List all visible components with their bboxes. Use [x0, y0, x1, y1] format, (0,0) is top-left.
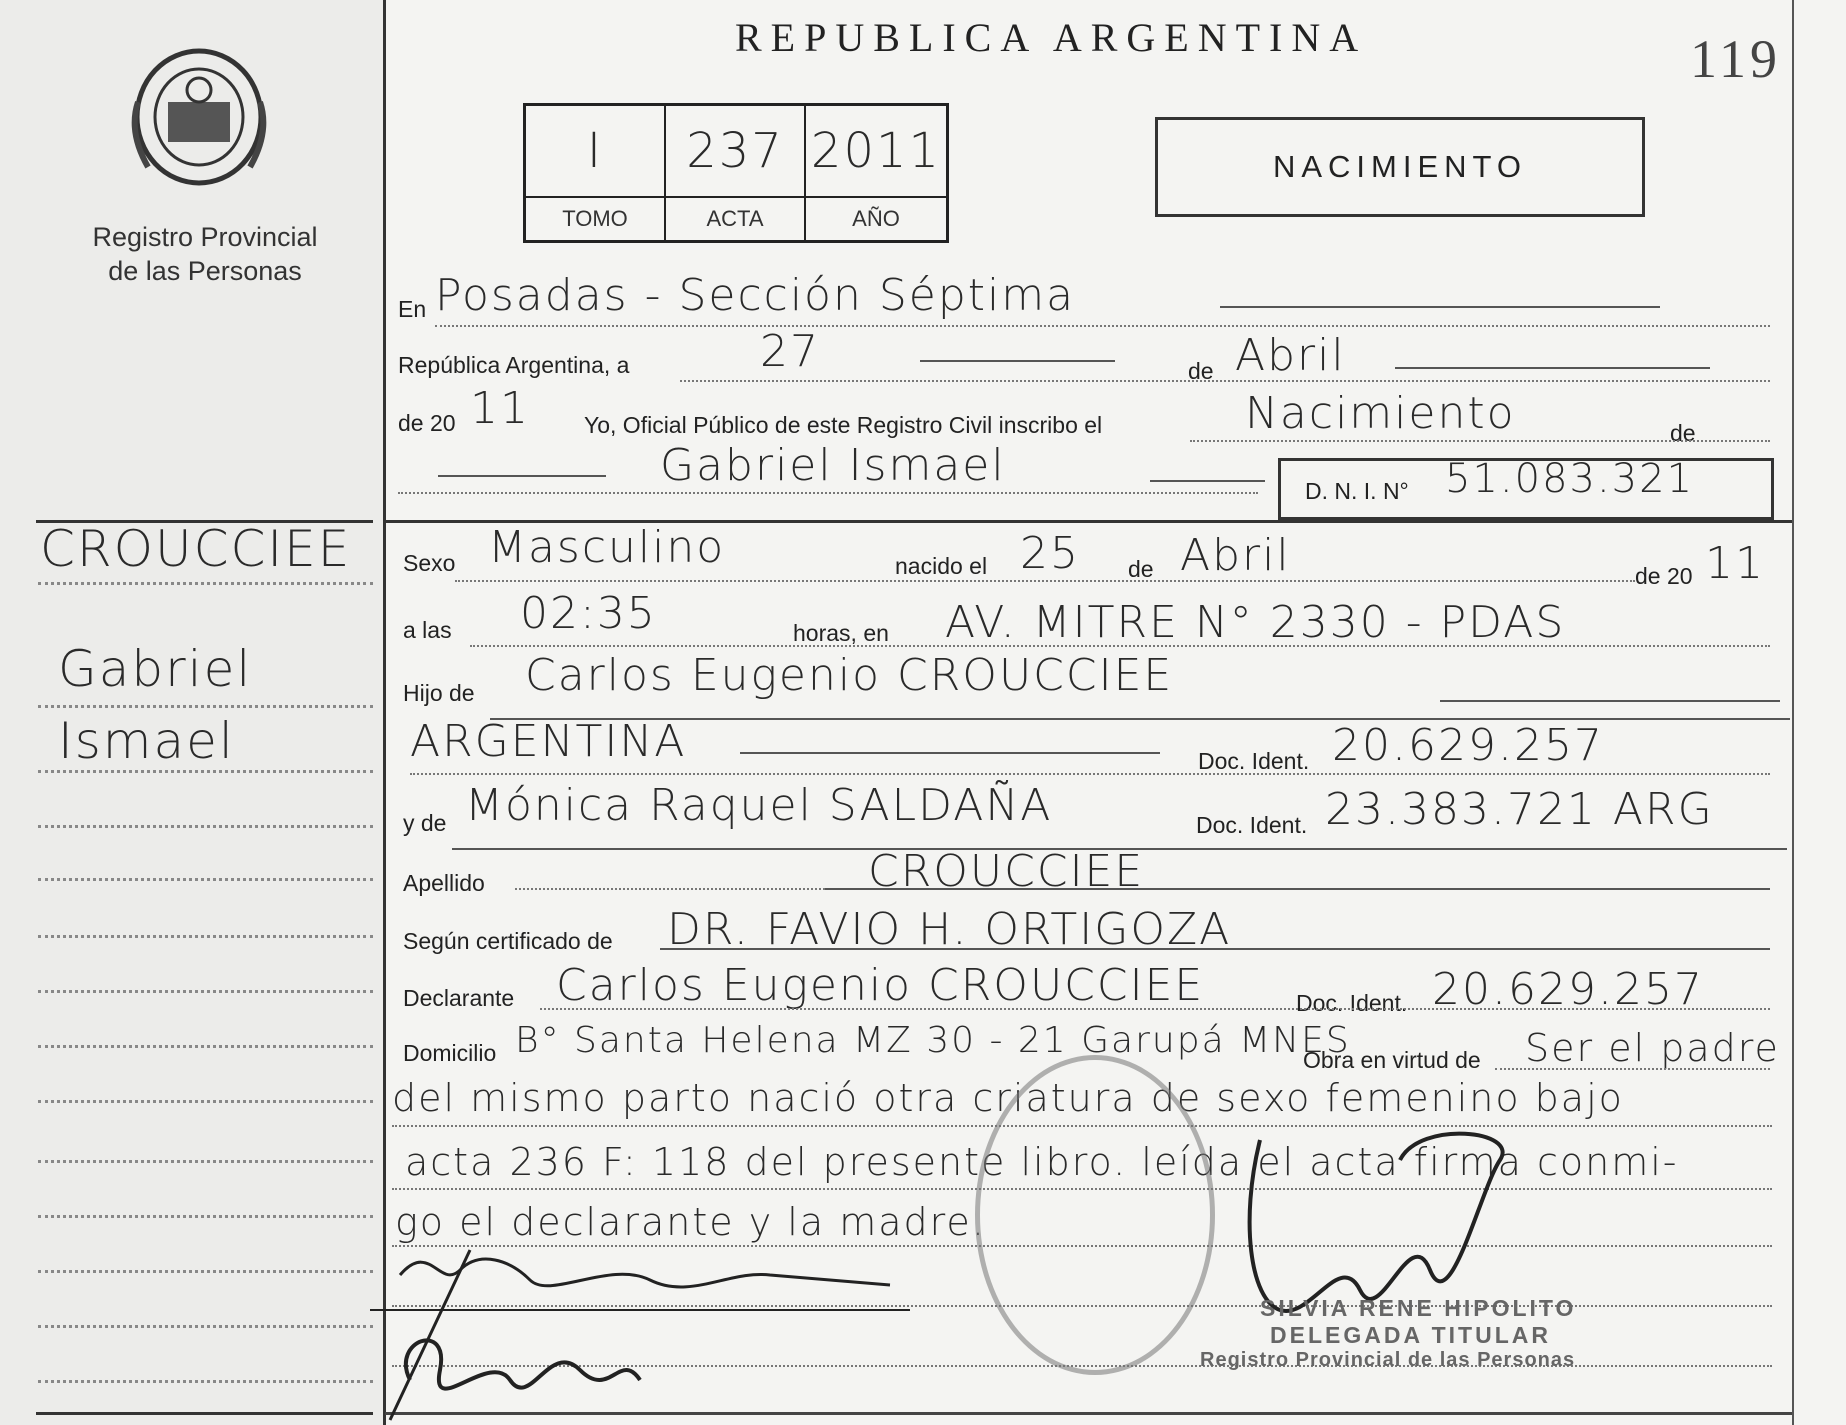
- label-obra-virtud: Obra en virtud de: [1303, 1047, 1481, 1073]
- record-type-box: NACIMIENTO: [1155, 117, 1645, 217]
- address-value: B° Santa Helena MZ 30 - 21 Garupá MNES: [515, 1020, 1351, 1061]
- margin-rule: [38, 770, 373, 773]
- label-yo-oficial: Yo, Oficial Público de este Registro Civil inscribo el: [584, 412, 1103, 438]
- registry-name: [40, 220, 370, 288]
- dotted-line: [515, 888, 825, 890]
- dotted-line: [435, 325, 1770, 327]
- time-value: 02:35: [520, 588, 657, 639]
- dotted-line: [470, 645, 1770, 647]
- margin-rule: [38, 935, 373, 938]
- sex-value: Masculino: [488, 522, 726, 573]
- official-signature-block: [1200, 1295, 1600, 1372]
- label-dni: D. N. I. N°: [1305, 478, 1409, 504]
- official-seal-stamp: [975, 1055, 1215, 1375]
- record-id-table: [523, 103, 949, 243]
- margin-rule: [38, 1160, 373, 1163]
- dotted-line: [455, 580, 1635, 582]
- month-value: Abril: [1235, 330, 1346, 381]
- dotted-line: [680, 380, 1770, 382]
- official-name: SILVIA RENE HIPOLITO: [1260, 1295, 1577, 1321]
- dotted-line: [410, 773, 1770, 775]
- fill-line: [660, 948, 1770, 950]
- label-de: de: [1188, 358, 1214, 384]
- tomo-label: TOMO: [526, 198, 666, 240]
- dotted-line: [398, 492, 1258, 494]
- note-line-2: acta 236 F: 118 del presente libro. leída el acta firma conmi-: [405, 1140, 1679, 1184]
- margin-surname: CROUCCIEE: [40, 520, 352, 578]
- fill-line: [1220, 306, 1660, 308]
- right-border: [1792, 0, 1794, 1425]
- margin-rule: [38, 1380, 373, 1383]
- anio-value: 2011: [806, 106, 946, 198]
- dotted-line: [1495, 1068, 1770, 1070]
- margin-rule: [38, 1270, 373, 1273]
- basis-value: Ser el padre: [1525, 1026, 1780, 1070]
- registry-name-line1: Registro Provincial: [92, 222, 318, 252]
- dni-value: 51.083.321: [1445, 456, 1695, 502]
- official-office: Registro Provincial de las Personas: [1200, 1349, 1576, 1371]
- birth-month-value: Abril: [1180, 530, 1291, 581]
- margin-given-name-2: Ismael: [58, 712, 235, 770]
- label-segun-certificado: Según certificado de: [403, 928, 613, 954]
- birth-day-value: 25: [1020, 528, 1080, 579]
- label-de-20: de 20: [398, 410, 456, 436]
- day-value: 27: [760, 326, 820, 377]
- mother-value: Mónica Raquel SALDAÑA: [465, 780, 1053, 831]
- declarant-doc-value: 20.629.257: [1432, 964, 1704, 1015]
- official-title: DELEGADA TITULAR: [1270, 1322, 1551, 1348]
- label-republica-a: República Argentina, a: [398, 352, 630, 378]
- dotted-line: [1190, 440, 1770, 442]
- label-de-3: de: [1128, 556, 1154, 582]
- label-domicilio: Domicilio: [403, 1040, 497, 1066]
- mother-doc-value: 23.383.721 ARG: [1325, 784, 1714, 835]
- label-hijo-de: Hijo de: [403, 680, 475, 706]
- certificate-value: DR. FAVIO H. ORTIGOZA: [667, 904, 1232, 955]
- place-value: Posadas - Sección Séptima: [435, 270, 1076, 321]
- anio-label: AÑO: [852, 206, 900, 231]
- surname-value: CROUCCIEE: [868, 846, 1145, 897]
- fill-line: [825, 888, 1770, 890]
- page-number: 119: [1690, 29, 1781, 89]
- acta-label: ACTA: [666, 198, 806, 240]
- declarant-value: Carlos Eugenio CROUCCIEE: [556, 960, 1205, 1011]
- margin-rule: [38, 878, 373, 881]
- dotted-line: [540, 1008, 1770, 1010]
- margin-rule: [38, 825, 373, 828]
- father-nationality-value: ARGENTINA: [410, 716, 687, 767]
- label-de-20b: de 20: [1635, 563, 1693, 589]
- label-sexo: Sexo: [403, 550, 456, 576]
- margin-rule: [36, 1412, 373, 1415]
- registry-name-line2: de las Personas: [108, 256, 302, 286]
- label-doc-ident-2: Doc. Ident.: [1196, 812, 1308, 838]
- margin-rule: [38, 1325, 373, 1328]
- label-horas-en: horas, en: [793, 620, 889, 646]
- margin-rule: [38, 582, 373, 585]
- note-line-1: del mismo parto nació otra criatura de sexo femenino bajo: [392, 1076, 1624, 1120]
- fill-line: [1440, 700, 1780, 702]
- fill-line: [920, 360, 1115, 362]
- document-title: REPUBLICA ARGENTINA: [735, 15, 1368, 60]
- provincial-seal-icon: [128, 42, 270, 192]
- father-doc-value: 20.629.257: [1332, 720, 1604, 771]
- margin-given-name-1: Gabriel: [58, 640, 253, 698]
- label-doc-ident-3: Doc. Ident.: [1296, 990, 1408, 1016]
- margin-rule: [38, 705, 373, 708]
- fill-line: [1150, 480, 1265, 482]
- signatures-left-icon: [350, 1230, 970, 1425]
- label-de-2: de: [1670, 420, 1696, 446]
- label-doc-ident: Doc. Ident.: [1198, 748, 1310, 774]
- label-declarante: Declarante: [403, 985, 515, 1011]
- margin-rule: [38, 990, 373, 993]
- name-value: Gabriel Ismael: [660, 440, 1006, 491]
- tomo-value: I: [526, 106, 666, 198]
- label-nacido-el: nacido el: [895, 553, 988, 579]
- label-y-de: y de: [403, 810, 447, 836]
- birth-place-value: AV. MITRE N° 2330 - PDAS: [945, 597, 1566, 648]
- fill-line: [438, 475, 606, 477]
- act-value: Nacimiento: [1245, 388, 1516, 439]
- fill-line: [1395, 367, 1710, 369]
- margin-rule: [38, 1215, 373, 1218]
- margin-divider: [383, 0, 386, 1425]
- fill-line: [740, 752, 1160, 754]
- note-line-3: go el declarante y la madre.: [395, 1200, 986, 1244]
- margin-rule: [38, 1045, 373, 1048]
- label-a-las: a las: [403, 617, 452, 643]
- label-en: En: [398, 296, 427, 322]
- year-value: 11: [470, 383, 530, 434]
- birth-year-value: 11: [1705, 538, 1765, 589]
- margin-rule: [38, 1100, 373, 1103]
- label-apellido: Apellido: [403, 870, 485, 896]
- father-value: Carlos Eugenio CROUCCIEE: [525, 650, 1174, 701]
- acta-value: 237: [666, 106, 806, 198]
